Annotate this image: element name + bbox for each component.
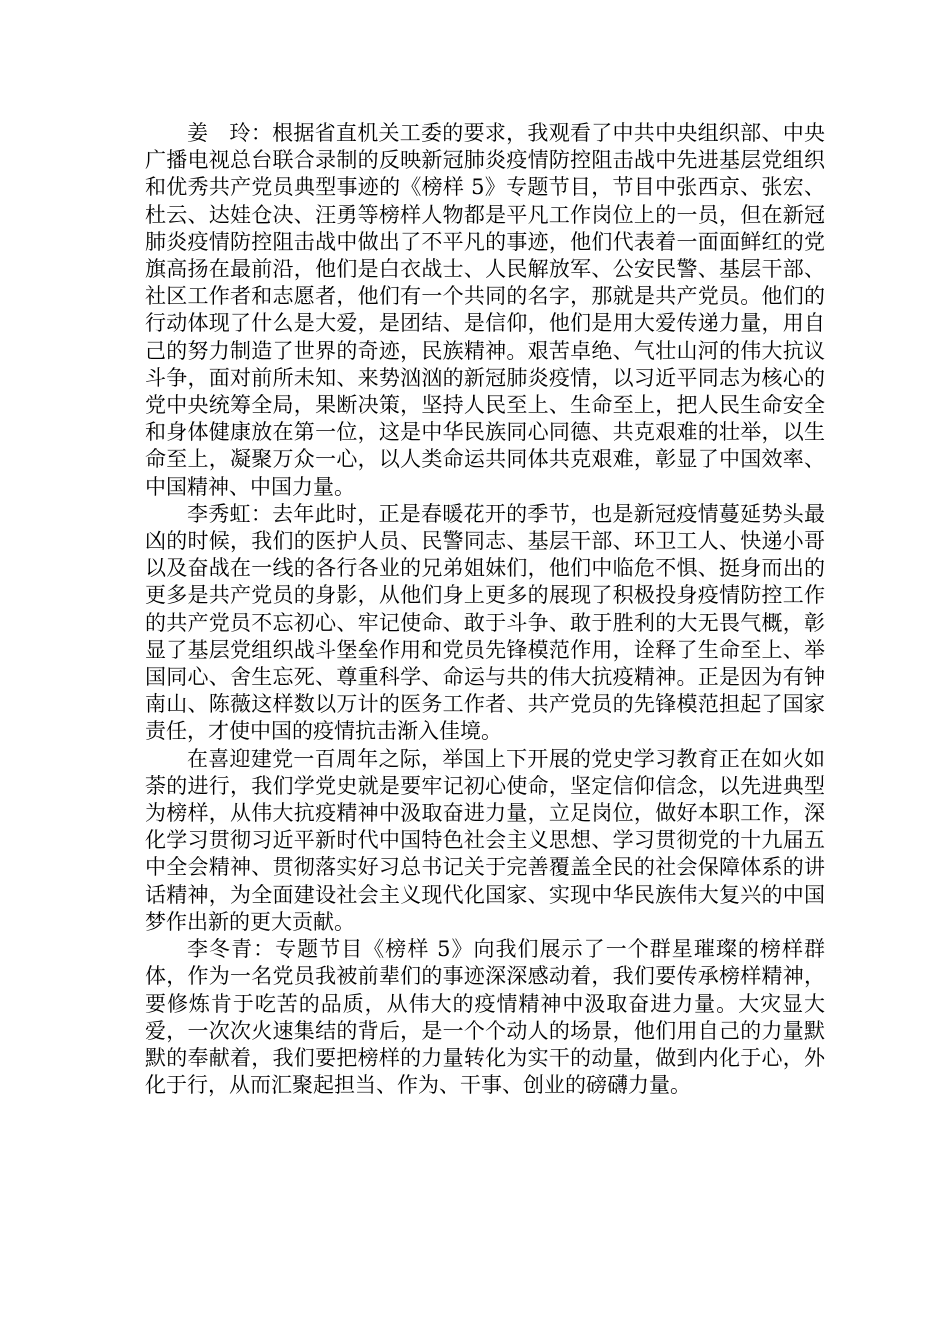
paragraph-party-history: 在喜迎建党一百周年之际，举国上下开展的党史学习教育正在如火如荼的进行，我们学党史就是要牢记初心使命，坚定信仰信念，以先进典型为榜样，从伟大抗疫精神中汲取奋进力量，立足岗位，做好本职工作，深化学习贯彻习近平新时代中国特色社会主义思想、学习贯彻党的十九届五中全会精神、贯彻落实好习总书记关于完善覆盖全民的社会保障体系的讲话精神，为全面建设社会主义现代化国家、实现中华民族伟大复兴的中国梦作出新的更大贡献。 (145, 746, 825, 934)
document-body (145, 120, 825, 1099)
paragraph-li-dongqing: 李冬青：专题节目《榜样 5》向我们展示了一个群星璀璨的榜样群体，作为一名党员我被前辈们的事迹深深感动着，我们要传承榜样精神，要修炼肯于吃苦的品质，从伟大的疫情精神中汲取奋进力量。大灾显大爱，一次次火速集结的背后，是一个个动人的场景，他们用自己的力量默默的奉献着，我们要把榜样的力量转化为实干的动量，做到内化于心，外化于行，从而汇聚起担当、作为、干事、创业的磅礴力量。 (145, 937, 825, 1098)
paragraph-jiang-ling: 姜 玲：根据省直机关工委的要求，我观看了中共中央组织部、中央广播电视总台联合录制的反映新冠肺炎疫情防控阻击战中先进基层党组织和优秀共产党员典型事迹的《榜样 5》专题节目，节目中张西京、张宏、杜云、达娃仓决、汪勇等榜样人物都是平凡工作岗位上的一员，但在新冠肺炎疫情防控阻击战中做出了不平凡的事迹，他们代表着一面面鲜红的党旗高扬在最前沿，他们是白衣战士、人民解放军、公安民警、基层干部、社区工作者和志愿者，他们有一个共同的名字，那就是共产党员。他们的行动体现了什么是大爱，是团结、是信仰，他们是用大爱传递力量，用自己的努力制造了世界的奇迹，民族精神。艰苦卓绝、气壮山河的伟大抗议斗争，面对前所未知、来势汹汹的新冠肺炎疫情，以习近平同志为核心的党中央统筹全局，果断决策，坚持人民至上、生命至上，把人民生命安全和身体健康放在第一位，这是中华民族同心同德、共克艰难的壮举，以生命至上，凝聚万众一心，以人类命运共同体共克艰难，彰显了中国效率、中国精神、中国力量。 (145, 121, 825, 499)
paragraph-li-xiuhong: 李秀虹：去年此时，正是春暖花开的季节，也是新冠疫情蔓延势头最凶的时候，我们的医护人员、民警同志、基层干部、环卫工人、快递小哥以及奋战在一线的各行各业的兄弟姐妹们，他们中临危不惧、挺身而出的更多是共产党员的身影，从他们身上更多的展现了积极投身疫情防控工作的共产党员不忘初心、牢记使命、敢于斗争、敢于胜利的大无畏气概，彰显了基层党组织战斗堡垒作用和党员先锋模范作用，诠释了生命至上、举国同心、舍生忘死、尊重科学、命运与共的伟大抗疫精神。正是因为有钟南山、陈薇这样数以万计的医务工作者、共产党员的先锋模范担起了国家责任，才使中国的疫情抗击渐入佳境。 (145, 501, 825, 744)
